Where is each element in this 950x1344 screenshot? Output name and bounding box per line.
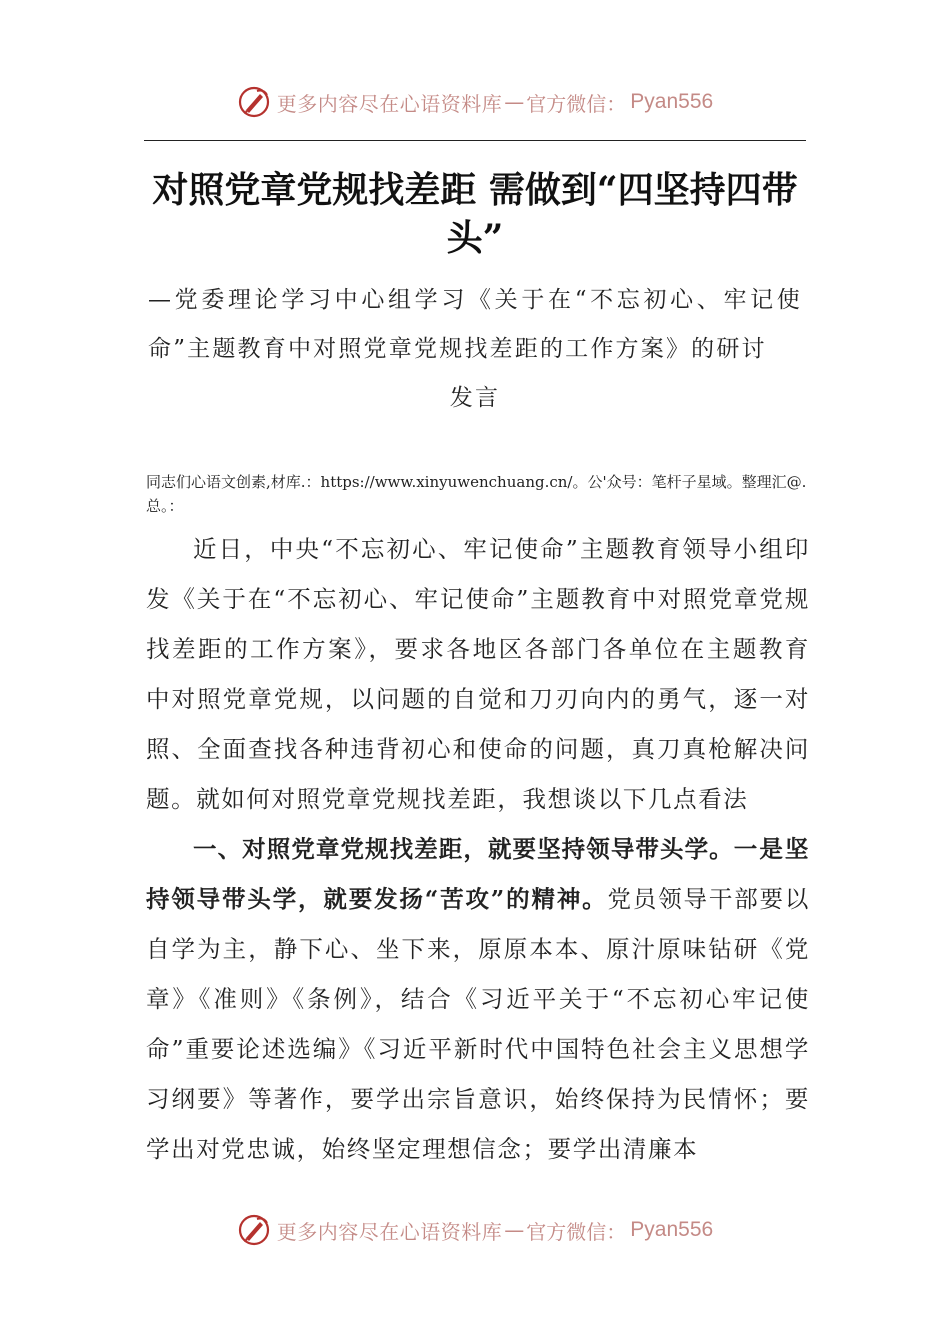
banner-wechat-id: Pyan556 — [630, 90, 714, 113]
banner-wechat-label: 官方微信： — [526, 91, 627, 116]
header-banner — [0, 80, 950, 124]
banner-separator: — — [504, 90, 525, 114]
banner-wechat-id: Pyan556 — [630, 1218, 714, 1241]
document-title: 对照党章党规找差距 需做到“四坚持四带头” — [152, 169, 798, 259]
banner-text: 更多内容尽在心语资料库 — [276, 1219, 503, 1244]
header-divider — [144, 140, 806, 141]
pen-logo-icon — [237, 1213, 271, 1247]
paragraph-intro: 近日，中央“不忘初心、牢记使命”主题教育领导小组印发《关于在“不忘初心、牢记使命”主题教育中对照党章党规找差距的工作方案》，要求各地区各部门各单位在主题教育中对照党章党规，以问题的自觉和刀刃向内的勇气，逐一对照、全面查找各种违背初心和使命的问题，真刀真枪解决问题。就如何对照党章党规找差距，我想谈以下几点看法 — [146, 535, 810, 813]
banner-separator: — — [504, 1218, 525, 1242]
document-body — [146, 524, 810, 1174]
subtitle-main: —党委理论学习中心组学习《关于在“不忘初心、牢记使命”主题教育中对照党章党规找差距的工作方案》的研讨 — [148, 287, 802, 362]
pen-logo-icon — [237, 85, 271, 119]
footer-banner — [0, 1208, 950, 1252]
paragraph-section-1 — [146, 824, 810, 1174]
banner-wechat-label: 官方微信： — [526, 1219, 627, 1244]
section-1-lead: 一是坚持领导带头学，就要发扬“苦攻”的精神。 — [146, 835, 810, 913]
source-note: 同志们心语文创素,材库.：https://www.xinyuwenchuang.cn/。公'众号：笔杆子星域。整理汇@.总。： — [146, 473, 807, 515]
section-1-heading: 一、对照党章党规找差距，就要坚持领导带头学。 — [193, 835, 734, 863]
subtitle-last: 发言 — [449, 385, 501, 411]
document-subtitle — [148, 276, 802, 423]
banner-text: 更多内容尽在心语资料库 — [276, 91, 503, 116]
section-1-text: 党员领导干部要以自学为主，静下心、坐下来，原原本本、原汁原味钻研《党章》《准则》《条例》，结合《习近平关于“不忘初心牢记使命”重要论述选编》《习近平新时代中国特色社会主义思想学习纲要》等著作，要学出宗旨意识，始终保持为民情怀；要学出对党忠诚，始终坚定理想信念；要学出清廉本 — [146, 885, 810, 1163]
